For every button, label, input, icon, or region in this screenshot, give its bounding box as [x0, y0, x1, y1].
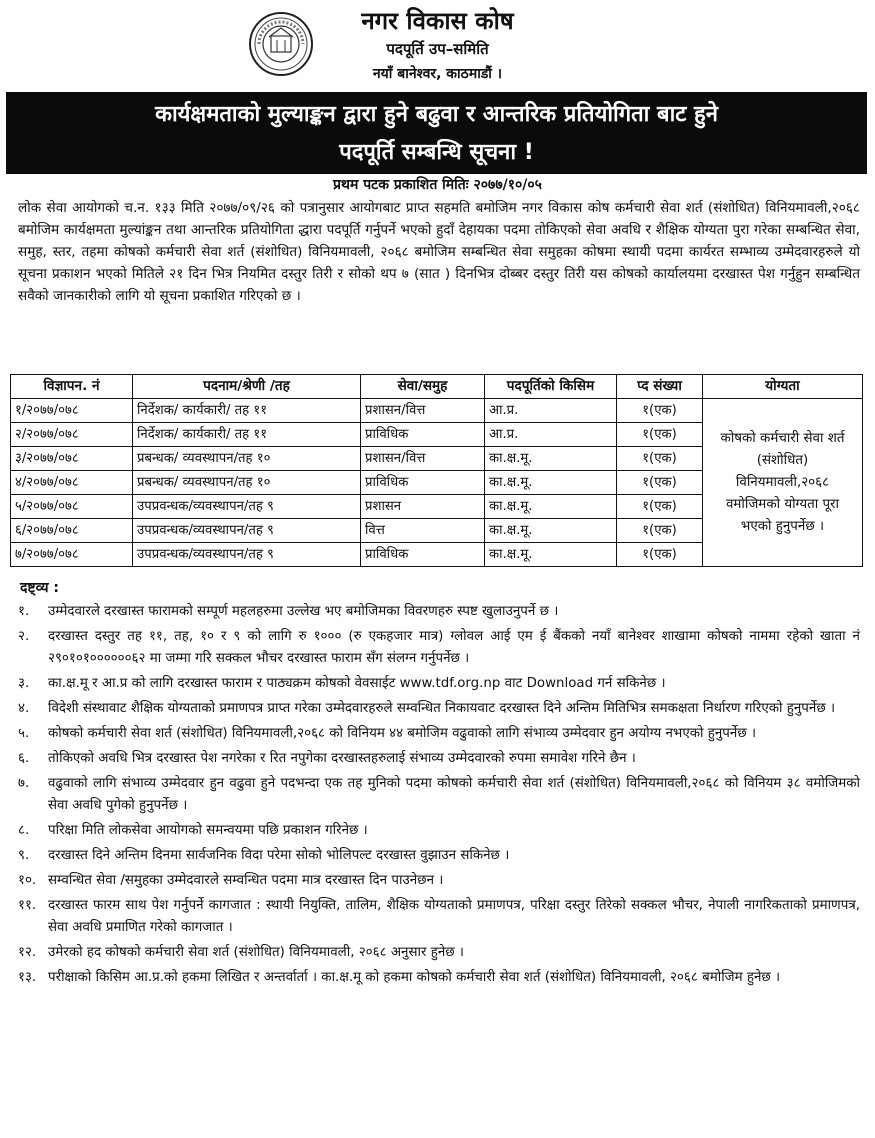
- intro-paragraph: लोक सेवा आयोगको च.न. १३३ मिति २०७७/०९/२६ को पत्रानुसार आयोगबाट प्राप्त सहमति बमोजिम नगर विकास कोष कर्मचारी सेवा शर्त (संशोधित) विनियमावली,२०६८ बमोजिम कार्यक्षमता मुल्यांङ्कन तथा आन्तरिक प्रतियोगिता द्धारा पदपूर्ति गर्नुपर्ने भएको हुदाँ देहायका पदमा तोकिएको सेवा अवधि र शैक्षिक योग्यता पुरा गरेका सम्बन्धित सेवा, समुह, स्तर, तहमा कोषको कर्मचारी सेवा शर्त (संशोधित) विनियमावली, २०६८ बमोजिम सम्बन्धित सेवा समुहका कोषमा स्थायी पदमा कार्यरत सम्भाव्य उम्मेदवारहरुले यो सूचना प्रकाशन भएको मितिले २१ दिन भित्र नियमित दस्तुर तिरी र सोको थप ७ (सात ) दिनभित्र दोब्बर दस्तुर तिरी यस कोषको कार्यालयमा दरखास्त पेश गर्नुहुन सम्बन्धित सवैको जानकारीको लागि यो सूचना प्रकाशित गरिएको छ ।: [18, 200, 860, 304]
- note-item: [18, 748, 860, 770]
- note-text: कोषको कर्मचारी सेवा शर्त (संशोधित) विनियमावली,२०६८ को विनियम ४४ बमोजिम वढुवाको लागि संभाव्य उम्मेदवार हुन अयोग्य नभएको हुनुपर्नेछ ।: [48, 726, 757, 741]
- note-text: उमेरको हद कोषको कर्मचारी सेवा शर्त (संशोधित) विनियमावली, २०६८ अनुसार हुनेछ ।: [48, 945, 465, 960]
- note-text: उम्मेदवारले दरखास्त फारामको सम्पूर्ण महलहरुमा उल्लेख भए बमोजिमका विवरणहरु स्पष्ट खुलाउनुपर्ने छ ।: [48, 604, 559, 619]
- ad-no-cell: २/२०७७/०७८: [11, 423, 133, 447]
- note-text: दरखास्त दिने अन्तिम दिनमा सार्वजनिक विदा परेमा सोको भोलिपल्ट दरखास्त वुझाउन सकिनेछ ।: [48, 848, 510, 863]
- service-cell: प्रशासन: [361, 495, 485, 519]
- note-number: ७.: [18, 776, 30, 791]
- ad-no-cell: ७/२०७७/०७८: [11, 543, 133, 567]
- count-cell: १(एक): [617, 495, 703, 519]
- count-cell: १(एक): [617, 471, 703, 495]
- note-number: ६.: [18, 751, 30, 766]
- note-item: [18, 845, 860, 867]
- ad-no-cell: १/२०७७/०७८: [11, 399, 133, 423]
- post-cell: उपप्रवन्धक/व्यवस्थापन/तह ९: [133, 519, 361, 543]
- ad-no-cell: ३/२०७७/०७८: [11, 447, 133, 471]
- fill-type-cell: का.क्ष.मू.: [485, 543, 617, 567]
- post-cell: प्रबन्धक/ व्यवस्थापन/तह १०: [133, 447, 361, 471]
- ad-no-cell: ४/२०७७/०७८: [11, 471, 133, 495]
- service-cell: प्रशासन/वित्त: [361, 447, 485, 471]
- note-number: ९.: [18, 848, 30, 863]
- post-cell: प्रबन्धक/ व्यवस्थापन/तह १०: [133, 471, 361, 495]
- count-cell: १(एक): [617, 519, 703, 543]
- note-item: [18, 601, 860, 623]
- table-header-row: [11, 375, 863, 399]
- note-text: वढुवाको लागि संभाव्य उम्मेदवार हुन वढुवा हुने पदभन्दा एक तह मुनिको पदमा कोषको कर्मचारी सेवा शर्त (संशोधित) विनियमावली,२०६८ को विनियम ३८ वमोजिमको सेवा अवधि पुगेको हुनुपर्नेछ ।: [48, 776, 860, 813]
- note-number: ११.: [18, 898, 37, 913]
- column-header-post: पदनाम/श्रेणी /तह: [133, 375, 361, 399]
- note-text: विदेशी संस्थावाट शैक्षिक योग्यताको प्रमाणपत्र प्राप्त गरेका उम्मेदवारहरुले सम्वन्धित निकायवाट दरखास्त दिने अन्तिम मितिभित्र समकक्षता निर्धारण गरिएको हुनुपर्नेछ ।: [48, 701, 836, 716]
- banner-title-line-2: पदपूर्ति सम्बन्धि सूचना !: [339, 140, 534, 165]
- note-item: [18, 723, 860, 745]
- note-text: तोकिएको अवधि भित्र दरखास्त पेश नगरेका र रित नपुगेका दरखास्तहरुलाई संभाव्य उम्मेदवारको रुपमा समावेश गरिने छैन ।: [48, 751, 636, 766]
- service-cell: वित्त: [361, 519, 485, 543]
- count-cell: १(एक): [617, 543, 703, 567]
- notes-list: [18, 601, 860, 992]
- note-item: [18, 820, 860, 842]
- column-header-count: प्द संख्या: [617, 375, 703, 399]
- count-cell: १(एक): [617, 399, 703, 423]
- note-number: १०.: [18, 873, 37, 888]
- fill-type-cell: का.क्ष.मू.: [485, 447, 617, 471]
- fill-type-cell: का.क्ष.मू.: [485, 495, 617, 519]
- column-header-qualification: योग्यता: [703, 375, 863, 399]
- banner-title-line-1: कार्यक्षमताको मुल्याङ्कन द्वारा हुने बढुवा र आन्तरिक प्रतियोगिता बाट हुने: [155, 102, 718, 127]
- note-number: ५.: [18, 726, 30, 741]
- count-cell: १(एक): [617, 447, 703, 471]
- note-text: सम्वन्धित सेवा /समुहका उम्मेदवारले सम्वन्धित पदमा मात्र दरखास्त दिन पाउनेछन ।: [48, 873, 444, 888]
- qualification-cell: कोषको कर्मचारी सेवा शर्त (संशोधित) विनियमावली,२०६८ वमोजिमको योग्यता पूरा भएको हुनुपर्नेछ ।: [703, 399, 863, 567]
- ad-no-cell: ६/२०७७/०७८: [11, 519, 133, 543]
- note-text: परीक्षाको किसिम आ.प्र.को हकमा लिखित र अन्तर्वार्ता । का.क्ष.मू को हकमा कोषको कर्मचारी सेवा शर्त (संशोधित) विनियमावली, २०६८ बमोजिम हुनेछ ।: [48, 970, 781, 985]
- note-text: का.क्ष.मू र आ.प्र को लागि दरखास्त फाराम र पाठ्यक्रम कोषको वेवसाईट www.tdf.org.np वाट Download गर्न सकिनेछ ।: [48, 676, 666, 691]
- organization-name: नगर विकास कोष: [361, 7, 514, 35]
- note-number: १३.: [18, 970, 37, 985]
- post-cell: उपप्रवन्धक/व्यवस्थापन/तह ९: [133, 495, 361, 519]
- count-cell: १(एक): [617, 423, 703, 447]
- note-text: दरखास्त फारम साथ पेश गर्नुपर्ने कागजात : स्थायी नियुक्ति, तालिम, शैक्षिक योग्यताको प्रमाणपत्र, परिक्षा दस्तुर तिरेको सक्कल भौचर, नेपाली नागरिकताको प्रमाणपत्र, सेवा अवधि प्रमाणित गरेको कागजात ।: [48, 898, 860, 935]
- note-text: दरखास्त दस्तुर तह ११, तह, १० र ९ को लागि रु १००० (रु एकहजार मात्र) ग्लोवल आई एम ई बैंकको नयाँ बानेश्वर शाखामा कोषको नाममा रहेको खाता नं २९०१०१००००००६२ मा जम्मा गरि सक्कल भौचर दरखास्त फाराम सँग संलग्न गर्नुपर्नेछ ।: [48, 629, 860, 666]
- address: नयाँ बानेश्वर, काठमाडौं ।: [372, 66, 503, 82]
- ad-no-cell: ५/२०७७/०७८: [11, 495, 133, 519]
- service-cell: प्राविधिक: [361, 471, 485, 495]
- post-cell: निर्देशक/ कार्यकारी/ तह ११: [133, 423, 361, 447]
- fill-type-cell: का.क्ष.मू.: [485, 519, 617, 543]
- committee-name: पदपूर्ति उप–समिति: [386, 40, 489, 58]
- fill-type-cell: आ.प्र.: [485, 399, 617, 423]
- note-number: ४.: [18, 701, 30, 716]
- note-number: ३.: [18, 676, 30, 691]
- note-item: [18, 895, 860, 939]
- note-item: [18, 942, 860, 964]
- fill-type-cell: का.क्ष.मू.: [485, 471, 617, 495]
- note-item: [18, 626, 860, 670]
- vacancy-table: [10, 374, 863, 567]
- note-item: [18, 967, 860, 989]
- publish-date: प्रथम पटक प्रकाशित मितिः २०७७/१०/०५: [333, 177, 542, 193]
- note-item: [18, 698, 860, 720]
- header: [0, 0, 875, 92]
- post-cell: निर्देशक/ कार्यकारी/ तह ११: [133, 399, 361, 423]
- column-header-fill-type: पदपूर्तिको किसिम: [485, 375, 617, 399]
- fill-type-cell: आ.प्र.: [485, 423, 617, 447]
- service-cell: प्राविधिक: [361, 423, 485, 447]
- service-cell: प्रशासन/वित्त: [361, 399, 485, 423]
- notes-title: दष्ट्व्य :: [20, 580, 59, 596]
- note-text: परिक्षा मिति लोकसेवा आयोगको समन्वयमा पछि प्रकाशन गरिनेछ ।: [48, 823, 368, 838]
- note-item: [18, 673, 860, 695]
- table-row: [11, 399, 863, 423]
- note-item: [18, 773, 860, 817]
- service-cell: प्राविधिक: [361, 543, 485, 567]
- column-header-service: सेवा/समुह: [361, 375, 485, 399]
- post-cell: उपप्रवन्धक/व्यवस्थापन/तह ९: [133, 543, 361, 567]
- note-number: १.: [18, 604, 30, 619]
- note-number: २.: [18, 629, 30, 644]
- note-number: १२.: [18, 945, 37, 960]
- notice-title-banner: [6, 92, 867, 174]
- column-header-ad-no: विज्ञापन. नं: [11, 375, 133, 399]
- note-number: ८.: [18, 823, 30, 838]
- note-item: [18, 870, 860, 892]
